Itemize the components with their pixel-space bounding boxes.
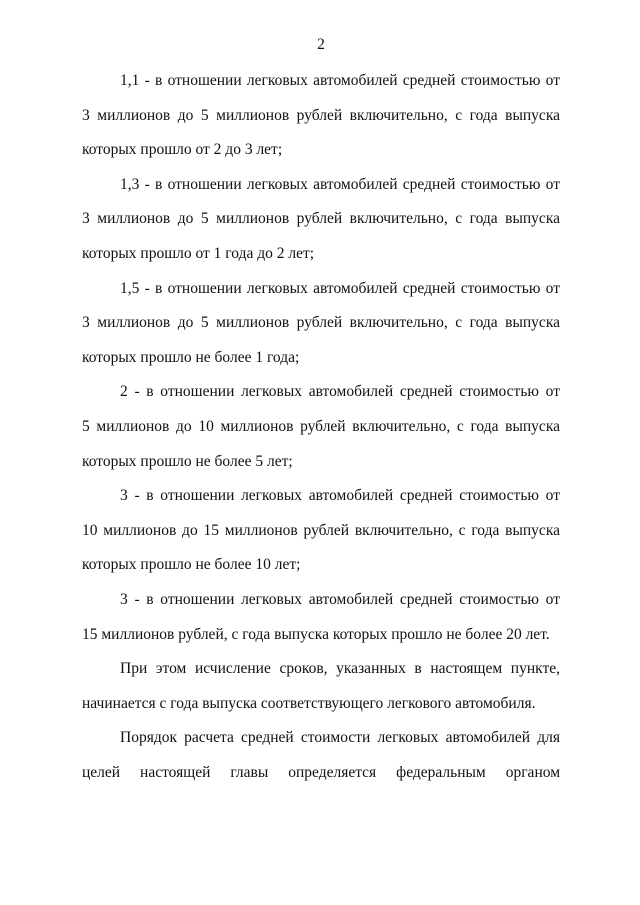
paragraph-line: начинается с года выпуска соответствующего легкового автомобиля.: [82, 694, 536, 712]
paragraph-line: 3 - в отношении легковых автомобилей средней стоимостью от: [120, 487, 560, 505]
paragraph-line: 3 миллионов до 5 миллионов рублей включительно, с года выпуска: [82, 210, 560, 228]
paragraph-line: 10 миллионов до 15 миллионов рублей включительно, с года выпуска: [82, 521, 560, 539]
body-text: [82, 64, 560, 790]
paragraph-coefficient-1-5: [82, 272, 560, 376]
paragraph-line: которых прошло не более 10 лет;: [82, 556, 301, 574]
paragraph-coefficient-3-second: [82, 583, 560, 652]
paragraph-line: которых прошло от 2 до 3 лет;: [82, 141, 283, 159]
paragraph-line: которых прошло не более 5 лет;: [82, 452, 293, 470]
paragraph-coefficient-2: [82, 375, 560, 479]
paragraph-calculation-procedure: [82, 721, 560, 790]
paragraph-line: 1,5 - в отношении легковых автомобилей средней стоимостью от: [120, 279, 560, 297]
paragraph-coefficient-1-3: [82, 168, 560, 272]
paragraph-line: которых прошло от 1 года до 2 лет;: [82, 244, 315, 262]
paragraph-coefficient-1-1: [82, 64, 560, 168]
paragraph-line: 15 миллионов рублей, с года выпуска которых прошло не более 20 лет.: [82, 625, 550, 643]
page-number: 2: [317, 36, 325, 53]
paragraph-coefficient-3-first: [82, 479, 560, 583]
paragraph-line: Порядок расчета средней стоимости легковых автомобилей для: [120, 729, 560, 747]
paragraph-line: 5 миллионов до 10 миллионов рублей включительно, с года выпуска: [82, 417, 560, 435]
paragraph-line: которых прошло не более 1 года;: [82, 348, 300, 366]
paragraph-line: 1,1 - в отношении легковых автомобилей средней стоимостью от: [120, 72, 560, 89]
paragraph-line: 1,3 - в отношении легковых автомобилей средней стоимостью от: [120, 175, 560, 193]
paragraph-line: 2 - в отношении легковых автомобилей средней стоимостью от: [120, 383, 560, 401]
paragraph-term-calculation: [82, 652, 560, 721]
paragraph-line: 3 миллионов до 5 миллионов рублей включительно, с года выпуска: [82, 106, 560, 124]
paragraph-line: целей настоящей главы определяется федеральным органом: [82, 763, 560, 781]
paragraph-line: 3 - в отношении легковых автомобилей средней стоимостью от: [120, 590, 560, 608]
paragraph-line: При этом исчисление сроков, указанных в настоящем пункте,: [120, 660, 560, 678]
paragraph-line: 3 миллионов до 5 миллионов рублей включительно, с года выпуска: [82, 314, 560, 332]
